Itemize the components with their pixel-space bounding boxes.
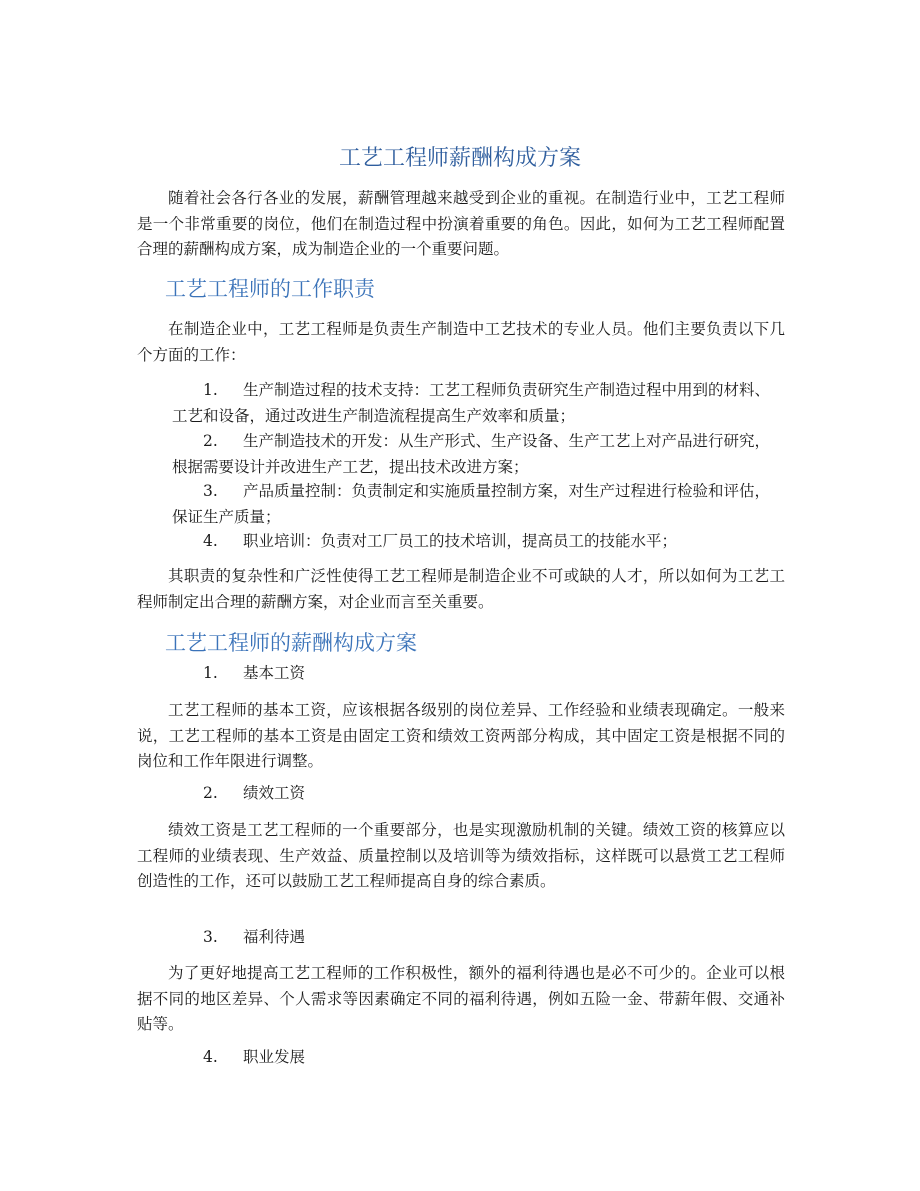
duties-lead-paragraph: 在制造企业中，工艺工程师是负责生产制造中工艺技术的专业人员。他们主要负责以下几个方面的工作：: [137, 320, 785, 364]
subsection-label: 基本工资: [243, 664, 306, 682]
section-heading-duties: 工艺工程师的工作职责: [165, 277, 375, 301]
list-number: 1.: [203, 381, 218, 399]
subsection-label: 职业发展: [243, 1048, 306, 1066]
list-item: [172, 378, 785, 429]
subsection-heading: [203, 1045, 305, 1070]
list-text: 职业培训：负责对工厂员工的技术培训，提高员工的技能水平；: [243, 532, 678, 550]
performance-pay-paragraph: 绩效工资是工艺工程师的一个重要部分，也是实现激励机制的关键。绩效工资的核算应以工程师的业绩表现、生产效益、质量控制以及培训等为绩效指标，这样既可以悬赏工艺工程师创造性的工作，还可以鼓励工艺工程师提高自身的综合素质。: [137, 821, 785, 890]
base-salary-paragraph: 工艺工程师的基本工资，应该根据各级别的岗位差异、工作经验和业绩表现确定。一般来说，工艺工程师的基本工资是由固定工资和绩效工资两部分构成，其中固定工资是根据不同的岗位和工作年限进行调整。: [137, 701, 785, 770]
subsection-label: 绩效工资: [243, 784, 306, 802]
subsection-heading: [203, 781, 305, 806]
benefits-paragraph: 为了更好地提高工艺工程师的工作积极性，额外的福利待遇也是必不可少的。企业可以根据不同的地区差异、个人需求等因素确定不同的福利待遇，例如五险一金、带薪年假、交通补贴等。: [137, 964, 785, 1033]
duties-closing-paragraph: 其职责的复杂性和广泛性使得工艺工程师是制造企业不可或缺的人才，所以如何为工艺工程师制定出合理的薪酬方案，对企业而言至关重要。: [137, 567, 785, 611]
subsection-number: 1.: [203, 664, 218, 682]
list-item: [172, 479, 785, 530]
list-number: 3.: [203, 482, 218, 500]
subsection-number: 2.: [203, 784, 218, 802]
subsection-number: 4.: [203, 1048, 218, 1066]
list-item: [172, 529, 785, 555]
subsection-heading: [203, 925, 305, 950]
list-number: 4.: [203, 532, 218, 550]
section-heading-compensation: 工艺工程师的薪酬构成方案: [165, 631, 417, 655]
intro-paragraph: 随着社会各行各业的发展，薪酬管理越来越受到企业的重视。在制造行业中，工艺工程师是一个非常重要的岗位，他们在制造过程中扮演着重要的角色。因此，如何为工艺工程师配置合理的薪酬构成方案，成为制造企业的一个重要问题。: [137, 189, 785, 258]
list-text: 产品质量控制：负责制定和实施质量控制方案，对生产过程进行检验和评估，保证生产质量；: [172, 482, 771, 526]
subsection-label: 福利待遇: [243, 928, 306, 946]
subsection-number: 3.: [203, 928, 218, 946]
subsection-heading: [203, 661, 305, 686]
list-item: [172, 429, 785, 480]
document-title: 工艺工程师薪酬构成方案: [338, 146, 581, 171]
list-text: 生产制造技术的开发：从生产形式、生产设备、生产工艺上对产品进行研究，根据需要设计并改进生产工艺，提出技术改进方案；: [172, 432, 771, 476]
list-text: 生产制造过程的技术支持：工艺工程师负责研究生产制造过程中用到的材料、工艺和设备，通过改进生产制造流程提高生产效率和质量；: [172, 381, 771, 425]
list-number: 2.: [203, 432, 218, 450]
